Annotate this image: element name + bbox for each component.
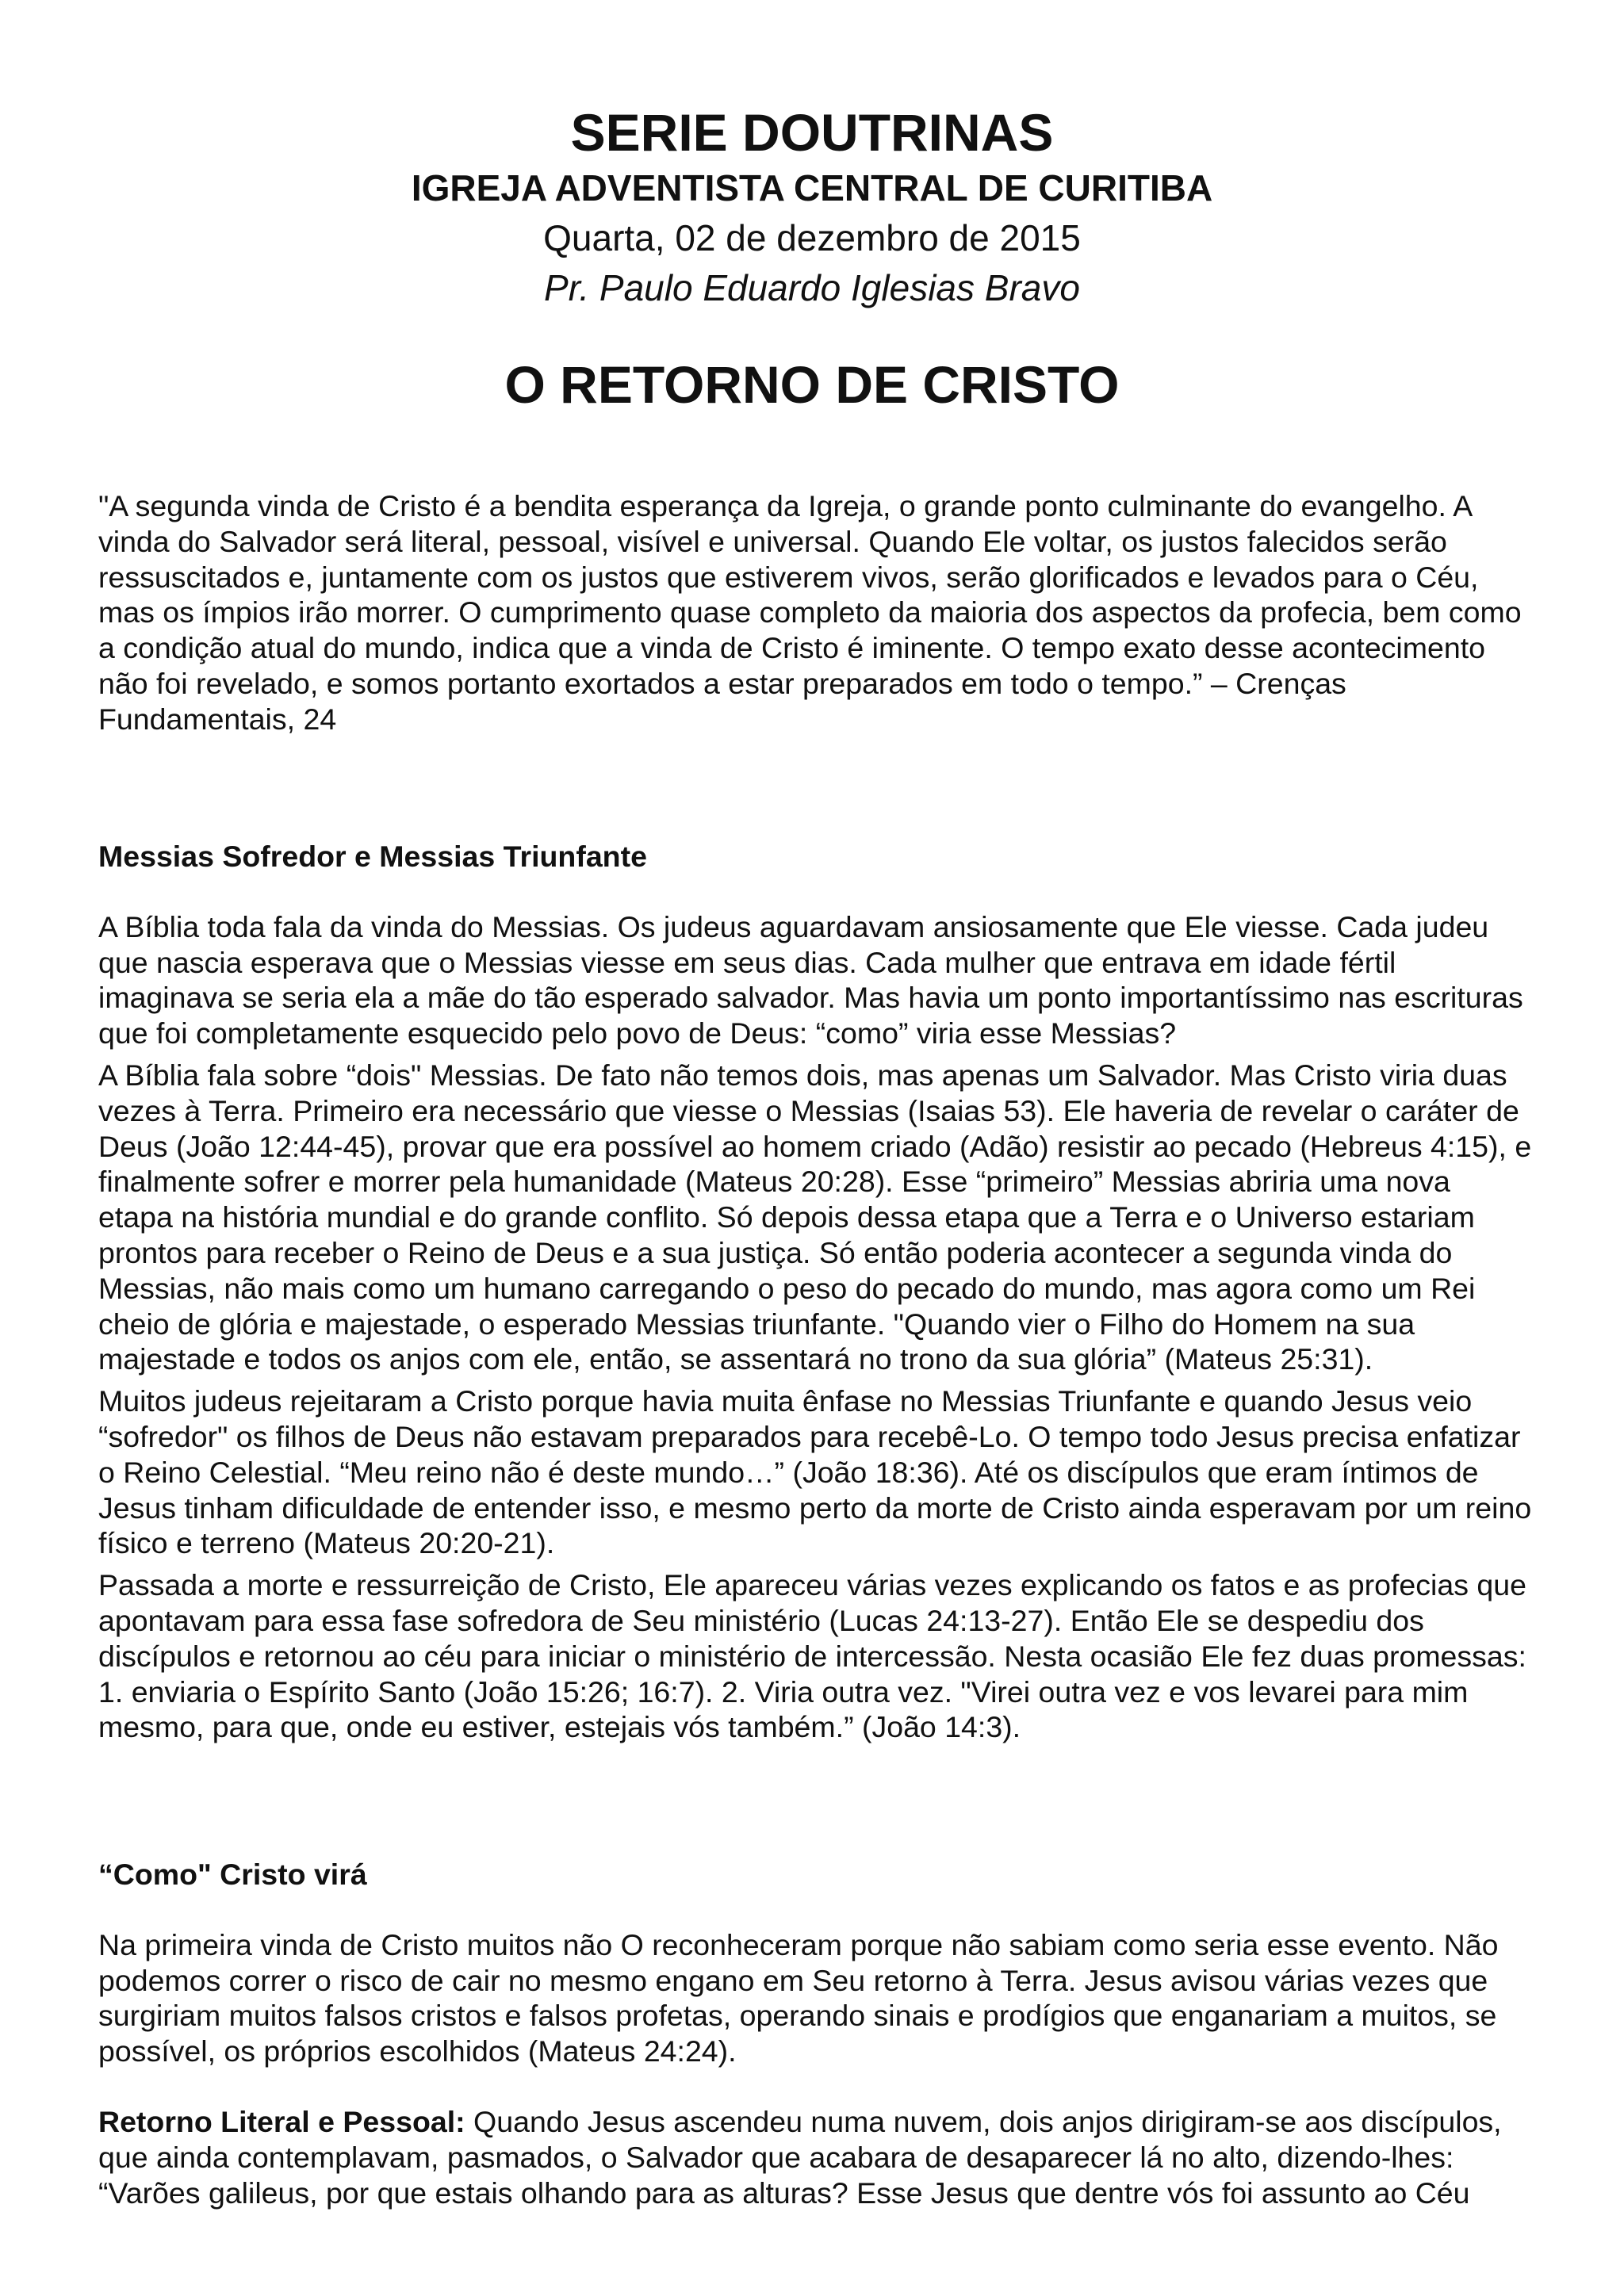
literal-return-paragraph bbox=[98, 2104, 1532, 2210]
body-paragraph: A Bíblia fala sobre “dois" Messias. De fato não temos dois, mas apenas um Salvador. Mas Cristo viria duas vezes à Terra. Primeiro era necessário que viesse o Messias (Isaias 53). Ele haveria de revelar o caráter de Deus (João 12:44-45), provar que era possível ao homem criado (Adão) resistir ao pecado (Hebreus 4:15), e finalmente sofrer e morrer pela humanidade (Mateus 20:28). Esse “primeiro” Messias abriria uma nova etapa na história mundial e do grande conflito. Só depois dessa etapa que a Terra e o Universo estariam prontos para receber o Reino de Deus e a sua justiça. Só então poderia acontecer a segunda vinda do Messias, não mais como um humano carregando o peso do pecado do mundo, mas agora como um Rei cheio de glória e majestade, o esperado Messias triunfante. "Quando vier o Filho do Homem na sua majestade e todos os anjos com ele, então, se assentará no trono da sua glória” (Mateus 25:31). bbox=[98, 1058, 1532, 1376]
paragraph-text: Quando Jesus ascendeu numa nuvem, dois anjos dirigiram-se aos discípulos, que ainda contemplavam, pasmados, o Salvador que acabara de desaparecer lá no alto, dizendo-lhes: “Varões galileus, por que estais olhando para as alturas? Esse Jesus que dentre vós foi assunto ao Céu bbox=[98, 2104, 1502, 2210]
pastor-name: Pr. Paulo Eduardo Iglesias Bravo bbox=[544, 267, 1080, 308]
document-header bbox=[0, 101, 1624, 312]
document-title: O RETORNO DE CRISTO bbox=[504, 355, 1120, 414]
section-heading: “Como" Cristo virá bbox=[98, 1858, 367, 1891]
section-how-christ-comes bbox=[98, 1857, 1532, 2217]
body-paragraph: Passada a morte e ressurreição de Cristo, Ele apareceu várias vezes explicando os fatos e as profecias que apontavam para essa fase sofredora de Seu ministério (Lucas 24:13-27). Então Ele se despediu dos discípulos e retornou ao céu para iniciar o ministério de intercessão. Nesta ocasião Ele fez duas promessas: 1. enviaria o Espírito Santo (João 15:26; 16:7). 2. Viria outra vez. "Virei outra vez e vos levarei para mim mesmo, para que, onde eu estiver, estejais vós também.” (João 14:3). bbox=[98, 1568, 1526, 1744]
section-suffering-triumphant bbox=[98, 839, 1532, 1751]
body-paragraph: A Bíblia toda fala da vinda do Messias. Os judeus aguardavam ansiosamente que Ele viesse. Cada judeu que nascia esperava que o Messias viesse em seus dias. Cada mulher que entrava em idade fértil imaginava se seria ela a mãe do tão esperado salvador. Mas havia um ponto importantíssimo nas escrituras que foi completamente esquecido pelo povo de Deus: “como” viria esse Messias? bbox=[98, 909, 1523, 1050]
paragraph-lead: Retorno Literal e Pessoal: bbox=[98, 2104, 465, 2138]
body-paragraph: Muitos judeus rejeitaram a Cristo porque havia muita ênfase no Messias Triunfante e quando Jesus veio “sofredor" os filhos de Deus não estavam preparados para recebê-Lo. O tempo todo Jesus precisa enfatizar o Reino Celestial. “Meu reino não é deste mundo…” (João 18:36). Até os discípulos que eram íntimos de Jesus tinham dificuldade de entender isso, e mesmo perto da morte de Cristo ainda esperavam por um reino físico e terreno (Mateus 20:20-21). bbox=[98, 1384, 1532, 1560]
quote-paragraph: "A segunda vinda de Cristo é a bendita esperança da Igreja, o grande ponto culminante do evangelho. A vinda do Salvador será literal, pessoal, visível e universal. Quando Ele voltar, os justos falecidos serão ressuscitados e, juntamente com os justos que estiverem vivos, serão glorificados e levados para o Céu, mas os ímpios irão morrer. O cumprimento quase completo da maioria dos aspectos da profecia, bem como a condição atual do mundo, indica que a vinda de Cristo é iminente. O tempo exato desse acontecimento não foi revelado, e somos portanto exortados a estar preparados em todo o tempo.” – Crenças Fundamentais, 24 bbox=[98, 489, 1522, 736]
body-paragraph: Na primeira vinda de Cristo muitos não O reconheceram porque não sabiam como seria esse evento. Não podemos correr o risco de cair no mesmo engano em Seu retorno à Terra. Jesus avisou várias vezes que surgiriam muitos falsos cristos e falsos profetas, operando sinais e prodígios que enganariam a muitos, se possível, os próprios escolhidos (Mateus 24:24). bbox=[98, 1927, 1499, 2068]
doctrine-quote bbox=[98, 488, 1532, 744]
church-name: IGREJA ADVENTISTA CENTRAL DE CURITIBA bbox=[411, 167, 1213, 209]
section-heading: Messias Sofredor e Messias Triunfante bbox=[98, 840, 647, 873]
sermon-date: Quarta, 02 de dezembro de 2015 bbox=[543, 217, 1081, 258]
series-title: SERIE DOUTRINAS bbox=[570, 103, 1054, 162]
